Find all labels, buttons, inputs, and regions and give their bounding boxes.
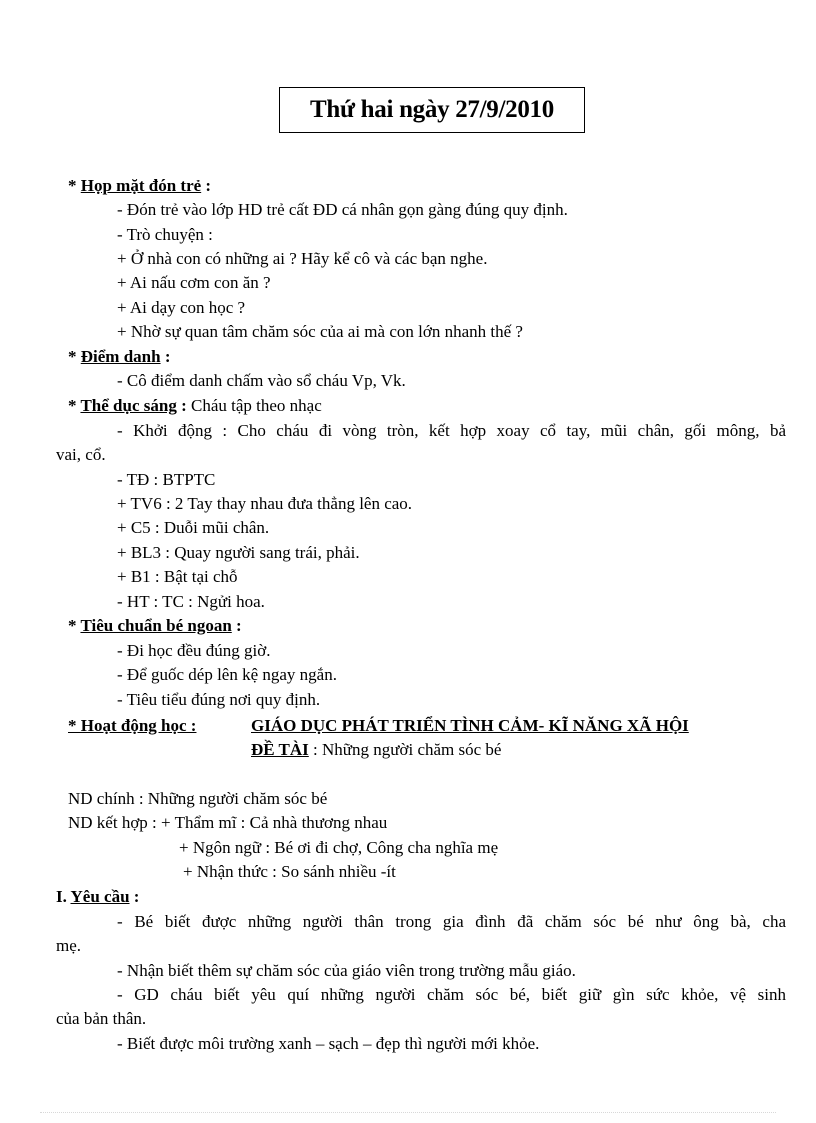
content-language: + Ngôn ngữ : Bé ơi đi chợ, Công cha nghĩa mẹ: [179, 838, 499, 857]
page-title: Thứ hai ngày 27/9/2010: [279, 87, 585, 133]
section-heading-hoat-dong: * Hoạt động học :: [68, 716, 197, 735]
list-item: + B1 : Bật tại chỗ: [117, 567, 238, 586]
list-item: - Tiêu tiểu đúng nơi quy định.: [117, 690, 321, 709]
list-item: - Trò chuyện :: [117, 225, 213, 244]
heading-text: Thể dục sáng: [80, 396, 177, 415]
heading-colon: :: [129, 887, 140, 906]
paragraph-line: - Bé biết được những người thân trong gia đình đã chăm sóc bé như ông bà, cha: [117, 912, 786, 931]
paragraph-line: - Nhận biết thêm sự chăm sóc của giáo viên trong trường mẫu giáo.: [117, 961, 576, 980]
section-heading-yeu-cau: [56, 886, 139, 908]
bullet-star: *: [68, 347, 81, 366]
topic-label: ĐỀ TÀI: [251, 740, 309, 759]
heading-text: Điểm danh: [80, 347, 161, 366]
section-heading-tieu-chuan: [68, 615, 242, 637]
page-bottom-divider: [40, 1112, 776, 1113]
list-item: - TĐ : BTPTC: [117, 470, 216, 489]
bullet-star: *: [68, 176, 81, 195]
list-item: - Đón trẻ vào lớp HD trẻ cất ĐD cá nhân gọn gàng đúng quy định.: [117, 200, 568, 219]
heading-colon: :: [160, 347, 171, 366]
list-item: - Để guốc dép lên kệ ngay ngắn.: [117, 665, 337, 684]
list-item: + BL3 : Quay người sang trái, phải.: [117, 543, 360, 562]
list-item: + Ở nhà con có những ai ? Hãy kể cô và các bạn nghe.: [117, 249, 488, 268]
list-item: + Nhờ sự quan tâm chăm sóc của ai mà con lớn nhanh thế ?: [117, 322, 523, 341]
bullet-star: *: [68, 396, 81, 415]
heading-text: Tiêu chuẩn bé ngoan: [80, 616, 232, 635]
content-main: ND chính : Những người chăm sóc bé: [68, 789, 328, 808]
content-cognition: + Nhận thức : So sánh nhiều -ít: [183, 862, 396, 881]
heading-subtitle: Cháu tập theo nhạc: [191, 396, 322, 415]
heading-colon: :: [176, 396, 191, 415]
list-item: + Ai dạy con học ?: [117, 298, 246, 317]
list-item: - Đi học đều đúng giờ.: [117, 641, 271, 660]
paragraph-line: - Biết được môi trường xanh – sạch – đẹp thì người mới khỏe.: [117, 1034, 540, 1053]
paragraph-line: vai, cổ.: [56, 445, 106, 464]
heading-text: Yêu cầu: [70, 887, 130, 906]
list-item: - Cô điểm danh chấm vào sổ cháu Vp, Vk.: [117, 371, 406, 390]
roman-numeral: I.: [56, 887, 71, 906]
list-item: + TV6 : 2 Tay thay nhau đưa thẳng lên cao.: [117, 494, 413, 513]
heading-colon: :: [201, 176, 212, 195]
list-item: + C5 : Duỗi mũi chân.: [117, 518, 270, 537]
subject-title: GIÁO DỤC PHÁT TRIỂN TÌNH CẢM- KĨ NĂNG XÃ HỘI: [251, 716, 689, 735]
heading-colon: :: [231, 616, 242, 635]
content-combined: ND kết hợp : + Thẩm mĩ : Cả nhà thương nhau: [68, 813, 388, 832]
section-heading-the-duc: [68, 395, 322, 417]
heading-text: Họp mặt đón trẻ: [80, 176, 202, 195]
section-heading-diem-danh: [68, 346, 171, 368]
topic-text: : Những người chăm sóc bé: [313, 740, 502, 759]
bullet-star: *: [68, 616, 81, 635]
topic-line: [251, 739, 501, 761]
list-item: + Ai nấu cơm con ăn ?: [117, 273, 271, 292]
paragraph-line: - Khởi động : Cho cháu đi vòng tròn, kết hợp xoay cổ tay, mũi chân, gối mông, bả: [117, 421, 786, 440]
paragraph-line: của bản thân.: [56, 1009, 147, 1028]
list-item: - HT : TC : Ngửi hoa.: [117, 592, 265, 611]
section-heading-hop-mat: [68, 175, 211, 197]
paragraph-line: - GD cháu biết yêu quí những người chăm sóc bé, biết giữ gìn sức khỏe, vệ sinh: [117, 985, 786, 1004]
paragraph-line: mẹ.: [56, 936, 82, 955]
